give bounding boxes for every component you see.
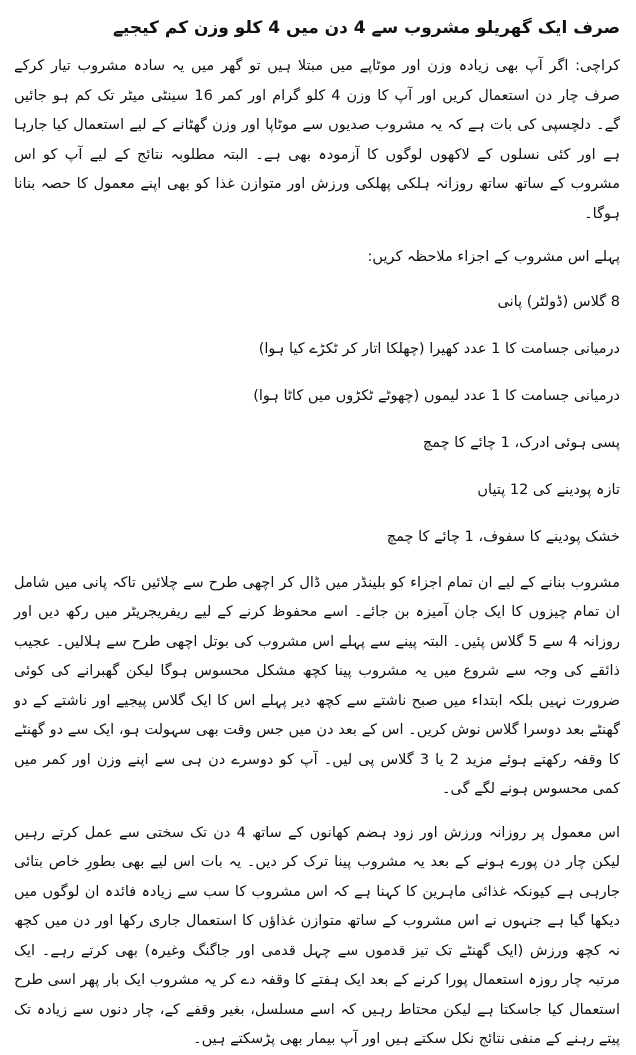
ingredient-cucumber: درمیانی جسامت کا 1 عدد کھیرا (چھلکا اتار کر ٹکڑے کیا ہوا)	[258, 340, 620, 357]
article-paragraph-intro: کراچی: اگر آپ بھی زیادہ وزن اور موٹاپے میں مبتلا ہیں تو گھر میں یہ سادہ مشروب تیار کرکے صرف چار دن استعمال کریں اور آپ کا وزن 4 کلو گرام اور کمر 16 سینٹی میٹر تک کم ہو جائیں گے۔ دلچسپی کی بات ہے کہ یہ مشروب صدیوں سے موٹاپا اور وزن گھٹانے کے لیے استعمال کیا جارہا ہے اور کئی نسلوں کے لاکھوں لوگوں کا آزمودہ بھی ہے۔ البتہ مطلوبہ نتائج کے لیے آپ کو اس مشروب کے ساتھ ساتھ روزانہ ہلکی پھلکی ورزش اور متوازن غذا کو بھی اپنے معمول کا حصہ بنانا ہوگا۔	[14, 58, 620, 222]
article-paragraph-preparation: مشروب بنانے کے لیے ان تمام اجزاء کو بلینڈر میں ڈال کر اچھی طرح سے چلائیں تاکہ پانی میں شامل ان تمام چیزوں کا ایک جان آمیزہ بن جائے۔ اسے محفوظ کرنے کے لیے ریفریجریٹر میں رکھ دیں اور روزانہ 4 سے 5 گلاس پئیں۔ البتہ پینے سے پہلے اس مشروب کی بوتل اچھی طرح سے ہلالیں۔ عجیب ذائقے کی وجہ سے شروع میں یہ مشروب پینا کچھ مشکل محسوس ہوگا لیکن گھبرانے کی کوئی ضرورت نہیں بلکہ ابتداء میں صبح ناشتے سے کچھ دیر پہلے اس کا ایک گلاس پیجیے اور ناشتے کے دو گھنٹے بعد دوسرا گلاس نوش کریں۔ اس کے بعد دن میں جس وقت بھی سہولت ہو، ایک سے دو گھنٹے کا وقفہ رکھتے ہوئے مزید 2 یا 3 گلاس پی لیں۔ آپ کو دوسرے دن ہی سے اپنے وزن اور کمر میں کمی محسوس ہونے لگے گی۔	[14, 574, 621, 797]
ingredients-heading: پہلے اس مشروب کے اجزاء ملاحظہ کریں:	[367, 249, 620, 265]
ingredients-list	[14, 287, 620, 552]
ingredient-lemon: درمیانی جسامت کا 1 عدد لیموں (چھوٹے ٹکڑوں میں کاٹا ہوا)	[253, 387, 620, 404]
article-paragraph-guidance: اس معمول پر روزانہ ورزش اور زود ہضم کھانوں کے ساتھ 4 دن تک سختی سے عمل کرتے رہیں لیکن چار دن پورے ہونے کے بعد یہ مشروب پینا ترک کر دیں۔ یہ بات اس لیے بھی بطورِ خاص بتائی جارہی ہے کیونکہ غذائی ماہرین کا کہنا ہے کہ اس مشروب کا سب سے زیادہ فائدہ ان لوگوں میں دیکھا گیا ہے جنہوں نے اس مشروب کے ساتھ متوازن غذاؤں کا استعمال جاری رکھا اور دن میں کچھ نہ کچھ ورزش (ایک گھنٹے تک تیز قدموں سے چہل قدمی اور جاگنگ وغیرہ) بھی کرتے رہے۔ ایک مرتبہ چار روزہ استعمال پورا کرنے کے بعد ایک ہفتے کا وقفہ دے کر یہ مشروب ایک بار پھر اسی طرح استعمال کیا جاسکتا ہے لیکن محتاط رہیں کہ اسے مسلسل، بغیر وقفے کے، چار دنوں سے زیادہ تک پیتے رہنے کے منفی نتائج نکل سکتے ہیں اور آپ بیمار بھی پڑسکتے ہیں۔	[14, 824, 620, 1047]
ingredient-water: 8 گلاس (ڈولٹر) پانی	[497, 293, 620, 310]
ingredient-fresh-mint: تازہ پودینے کی 12 پتیاں	[477, 481, 620, 498]
ingredient-ginger: پسی ہوئی ادرک، 1 چائے کا چمچ	[422, 434, 620, 451]
ingredient-dry-mint: خشک پودینے کا سفوف، 1 چائے کا چمچ	[386, 528, 620, 545]
article-title: صرف ایک گھریلو مشروب سے 4 دن میں 4 کلو وزن کم کیجیے	[112, 18, 620, 38]
